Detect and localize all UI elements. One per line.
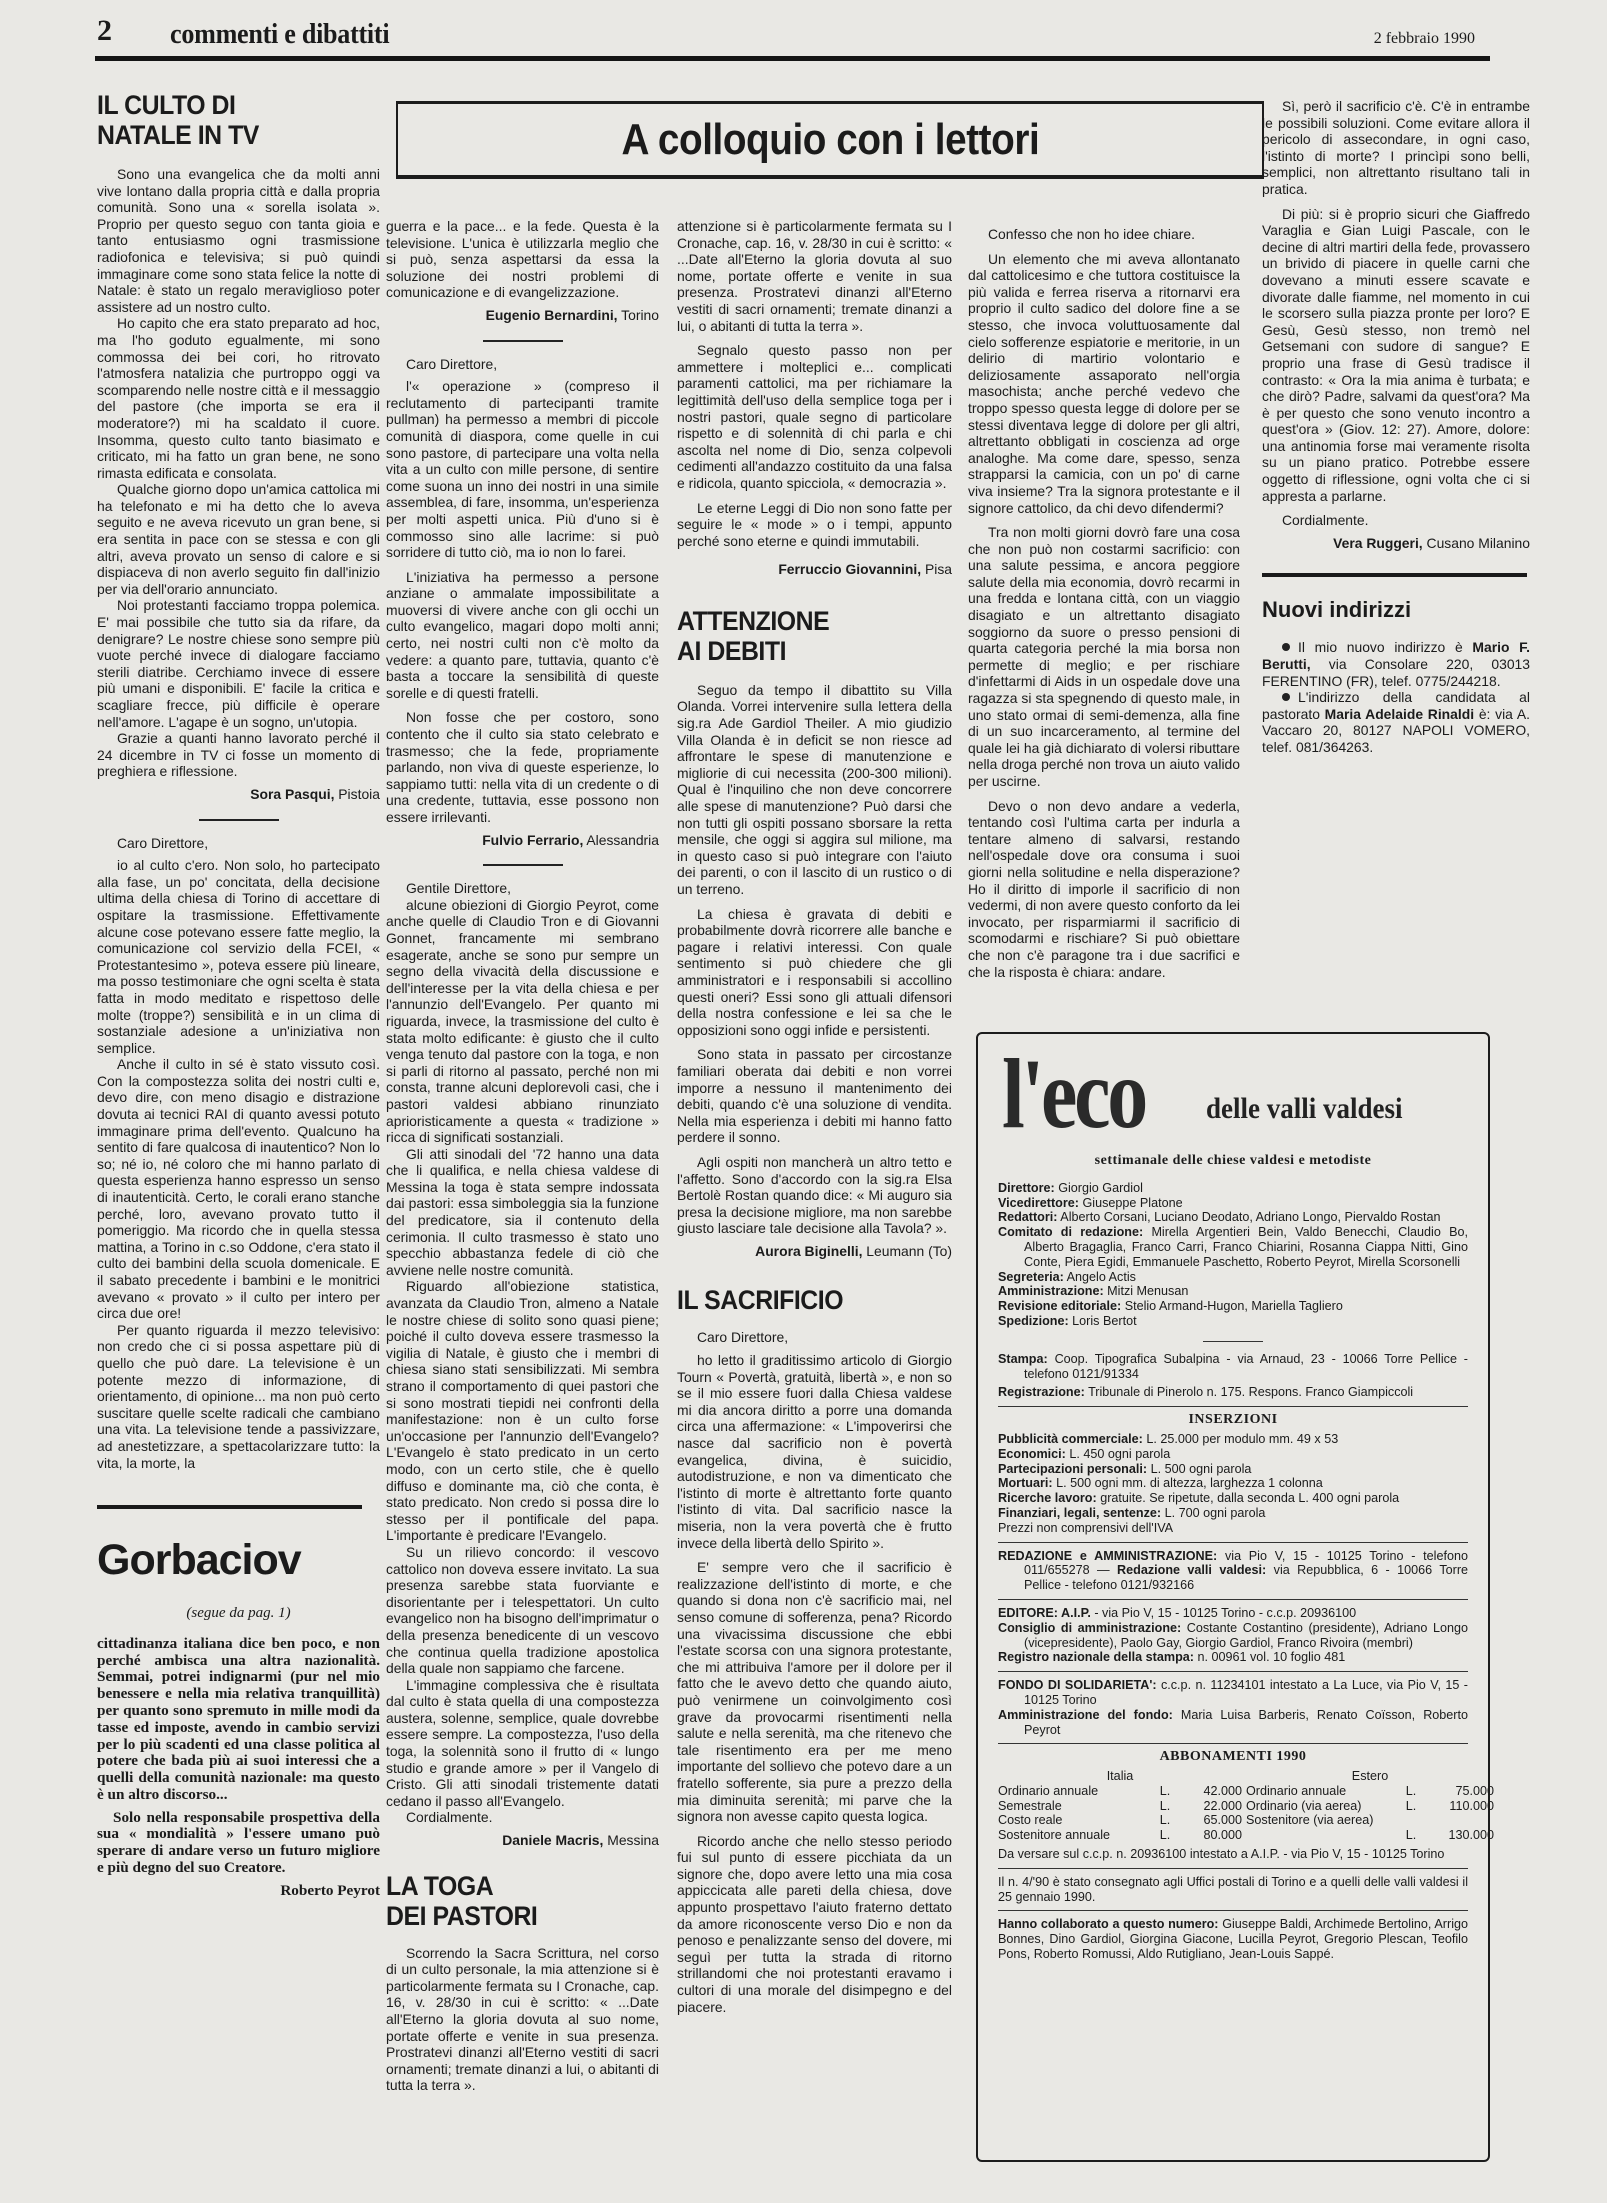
paragraph: Sono una evangelica che da molti anni vive lontano dalla propria città e dalla propria comunità. Sono una « sorella isolata ». Proprio per questo seguo con tanta gioia e tanto entusiasmo ogni trasmissione radiofonica e televisiva; si può quindi immaginare come sono stata felice la notte di Natale: è stato un regalo meraviglioso poter assistere ad un nostro culto. bbox=[97, 166, 380, 315]
credit-value: Mitzi Menusan bbox=[1107, 1284, 1189, 1299]
rate-row bbox=[998, 1476, 1468, 1491]
column-1 bbox=[97, 90, 380, 1904]
credit-value: Angelo Actis bbox=[1066, 1269, 1136, 1284]
rate-label: Ricerche lavoro: bbox=[998, 1491, 1097, 1506]
letter-macris bbox=[386, 880, 659, 1848]
rate-row bbox=[998, 1506, 1468, 1521]
paragraph: Le eterne Leggi di Dio non sono fatte per seguire le « mode » o i tempi, appunto perché sono eterne e quindi immutabili. bbox=[677, 499, 952, 549]
paragraph: E' sempre vero che il sacrificio è realizzazione dell'istinto di morte, e che quando si dona non c'è sacrificio mai, nel senso comune di sofferenza, pena? Ricordo una vivacissima discussione che ebbi l'estate scorsa con una signora protestante, che mi attribuiva l'amore per il dolore per il fatto che le avevo detto che quando aiuto, può venirmene un coinvolgimento così grave da provocarmi risentimenti nella salute e nella serenità, ma che ritenevo che tale risentimento era per me meno importante del sollievo che potevo dare a un fratello sofferente, sia pure a prezzo della mia diminuita serenità; mi parve che la signora non avesse capito questa logica. bbox=[677, 1559, 952, 1825]
credit-row bbox=[998, 1314, 1468, 1329]
credit-row bbox=[998, 1270, 1468, 1285]
section-title: commenti e dibattiti bbox=[170, 18, 390, 50]
column-2 bbox=[386, 218, 659, 2094]
paragraph: alcune obiezioni di Giorgio Peyrot, come anche quelle di Claudio Tron e di Giovanni Gonnet, francamente mi sembrano esagerate, anche se sono pur sempre un segno della vivacità della discussione e dell'interesse per la vita della chiesa e per l'annunzio dell'Evangelo. Per quanto mi riguarda, invece, la trasmissione del culto è stata molto edificante: è giusto che il culto venga tenuto dal pastore con la toga, e non si parli di ritorno al passato, perché non mi consta, tranne alcuni deplorevoli casi, che i pastori valdesi abbiano rinunziato aprioristicamente a questa « tradizione » ricca di significati sostanziali. bbox=[386, 896, 659, 1146]
closing: Cordialmente. bbox=[1282, 512, 1369, 529]
rate-note: Prezzi non comprensivi dell'IVA bbox=[998, 1520, 1174, 1535]
currency-label: L. bbox=[1405, 1783, 1417, 1798]
sub-name-italia: Sostenitore annuale bbox=[998, 1828, 1111, 1843]
column-4 bbox=[968, 218, 1240, 980]
separator-rule bbox=[199, 819, 279, 821]
credit-label: Spedizione: bbox=[998, 1313, 1069, 1328]
rate-label: Economici: bbox=[998, 1446, 1066, 1461]
credit-row bbox=[998, 1225, 1468, 1269]
sub-price-italia: 80.000 bbox=[1203, 1828, 1242, 1843]
currency-label: L. bbox=[1405, 1798, 1417, 1813]
rate-row bbox=[998, 1491, 1468, 1506]
address-item bbox=[1262, 689, 1530, 755]
credit-row bbox=[998, 1210, 1468, 1225]
signature bbox=[386, 832, 659, 849]
credit-label: Amministrazione del fondo: bbox=[998, 1707, 1173, 1722]
letter-pasqui bbox=[97, 166, 380, 803]
address-text: via Consolare 220, 03013 FERENTINO (FR), telef. 0775/244218. bbox=[1262, 656, 1530, 689]
rate-value: L. 500 ogni parola bbox=[1150, 1461, 1252, 1476]
rate-label: Pubblicità commerciale: bbox=[998, 1431, 1143, 1446]
currency-label: L. bbox=[1159, 1798, 1171, 1813]
rate-label: Finanziari, legali, sentenze: bbox=[998, 1505, 1162, 1520]
letter-bernardini bbox=[97, 835, 380, 1472]
redazione-value: via Repubblica, 6 - 10066 Torre Pellice - telefono 0121/932166 bbox=[1024, 1563, 1469, 1593]
paragraph: Per quanto riguarda il mezzo televisivo: non credo che ci si possa aspettare più di quello che può dare. La televisione è un potente mezzo di informazione, di orientamento, di opinione... ma non può certo suscitare quelle scelte radicali che cambiano una vita. La televisione tende a passivizzare, ad anestetizzare, a spettacolarizzare tutto: la vita, la morte, la bbox=[97, 1321, 380, 1471]
page-number: 2 bbox=[97, 14, 112, 47]
separator-rule bbox=[483, 340, 563, 342]
masthead-logo bbox=[998, 1038, 1468, 1149]
logo-sub: delle valli valdesi bbox=[1206, 1092, 1403, 1125]
signature-place: Leumann (To) bbox=[866, 1242, 952, 1259]
salutation: Caro Direttore, bbox=[697, 1329, 789, 1346]
headline-line: NATALE IN TV bbox=[97, 120, 259, 150]
paragraph: Un elemento che mi aveva allontanato dal cattolicesimo e che tuttora costituisce la più valida e ferrea riserva a ritornarvi era proprio il culto sadico del dolore fine a se stesso, che invoca voluttuosamente dal cielo sofferenze espiatorie e meritorie, in un delirio di martirio volontario e deliziosamente assaporato nell'orgia masochista; anche perché vedevo che troppo spesso questa legge di dolore per se stessi diventava legge di dolore per gli altri, altrettanto obbligati in coscienza ad orge analoghe. Ma come dare, spesso, senza strapparsi la camicia, con un po' di carne viva insieme? Tra la signora protestante e il signore cattolico, da chi devo difendermi? bbox=[968, 250, 1240, 516]
signature-place: Pisa bbox=[924, 561, 952, 578]
inserzioni-title: INSERZIONI bbox=[1188, 1412, 1278, 1428]
credit-value: Giorgio Gardiol bbox=[1058, 1180, 1143, 1195]
print-info bbox=[998, 1352, 1468, 1400]
paragraph: Noi protestanti facciamo troppa polemica. E' mai possibile che tutto sia da rifare, da denigrare? Le nostre chiese sono sempre più vuote perché invece di dialogare facciamo sterili diatribe. Cerchiamo invece di essere più umani e disponibili. E' facile la critica e scagliare frecce, più difficile è operare nell'amore. L'agape è un sogno, un'utopia. bbox=[97, 597, 380, 730]
credit-row bbox=[998, 1352, 1468, 1382]
sub-price-estero: 110.000 bbox=[1449, 1798, 1494, 1813]
rate-row bbox=[998, 1521, 1468, 1536]
separator-rule bbox=[998, 1599, 1468, 1600]
credit-label: Stampa: bbox=[998, 1351, 1048, 1366]
currency-label: L. bbox=[1159, 1813, 1171, 1828]
credit-value: n. 00961 vol. 10 foglio 481 bbox=[1197, 1650, 1346, 1665]
sub-price-estero: 75.000 bbox=[1455, 1783, 1494, 1798]
credit-label: EDITORE: A.I.P. bbox=[998, 1605, 1091, 1620]
column-5 bbox=[1262, 90, 1530, 756]
signature-place: Torino bbox=[621, 306, 659, 323]
salutation: Caro Direttore, bbox=[406, 355, 498, 372]
credit-label: Consiglio di amministrazione: bbox=[998, 1620, 1182, 1635]
redazione-info bbox=[998, 1549, 1468, 1593]
salutation: Gentile Direttore, bbox=[406, 880, 511, 897]
paragraph: Qualche giorno dopo un'amica cattolica mi ha telefonato e mi ha detto che lo aveva seguito e ne aveva ricevuto un gran bene, si era sentita in pace con se stessa e con gli altri, aveva provato un senso di calore e si dispiaceva di non averlo seguito fin dall'inizio per via dell'orario annunciato. bbox=[97, 481, 380, 597]
paragraph: Solo nella responsabile prospettiva della sua « mondialità » l'essere umano può sperare di andare verso un futuro migliore e più degno del suo Creatore. bbox=[97, 1808, 380, 1877]
rate-row bbox=[998, 1462, 1468, 1477]
gorbaciov-body bbox=[97, 1636, 380, 1900]
address-item bbox=[1262, 639, 1530, 689]
rate-value: L. 450 ogni parola bbox=[1069, 1446, 1171, 1461]
credit-value: Loris Bertot bbox=[1072, 1313, 1137, 1328]
sub-name-italia: Costo reale bbox=[998, 1813, 1063, 1828]
signature-place: Alessandria bbox=[586, 831, 659, 848]
paragraph: Su un rilievo concordo: il vescovo cattolico non doveva essere invitato. La sua presenza sarebbe stata fuorviante e disorientante per i telespettatori. Un culto evangelico non ha bisogno dell'imprimatur o della presenza benedicente di un vescovo che continua quella tradizione apostolica della quale non sappiamo che farcene. bbox=[386, 1543, 659, 1677]
separator-rule bbox=[998, 1671, 1468, 1672]
credit-value: Alberto Corsani, Luciano Deodato, Adriano Longo, Piervaldo Rostan bbox=[1060, 1210, 1441, 1225]
address-person: Mario F. Berutti, bbox=[1262, 639, 1530, 673]
paragraph: La chiesa è gravata di debiti e probabilmente dovrà ricorrere alle banche e pagare i relativi interessi. Con quale sentimento si può chiedere che gli amministratori e i responsabili si accollino questi oneri? Essi sono gli attuali difensori della nostra confessione e lei sa che le opposizioni sono oggi infide e persistenti. bbox=[677, 905, 952, 1038]
separator-rule bbox=[998, 1910, 1468, 1911]
sub-price-estero: 130.000 bbox=[1448, 1828, 1494, 1843]
credit-label: Revisione editoriale: bbox=[998, 1299, 1122, 1314]
separator-rule bbox=[998, 1542, 1468, 1543]
headline-line: ATTENZIONE bbox=[677, 605, 830, 636]
credit-value: Coop. Tipografica Subalpina - via Arnaud, 23 - 10066 Torre Pellice - telefono 0121/91334 bbox=[1024, 1351, 1469, 1381]
paragraph: l'« operazione » (compreso il reclutamento di partecipanti tramite pullman) ha permesso a membri di piccole comunità di diaspora, come quelle in cui sono pastore, di partecipare una volta nella vita a un culto con mille persone, di sentire come suona un inno dei nostri in una simile assemblea, di fare, insomma, un'esperienza per molti aspetti unica. Più d'uno si è commosso sino alle lacrime: si può sorridere di tutto ciò, ma io non lo farei. bbox=[386, 378, 659, 561]
address-person: Maria Adelaide Rinaldi bbox=[1324, 705, 1475, 722]
sub-name-italia: Semestrale bbox=[998, 1798, 1062, 1813]
header-rule bbox=[95, 56, 1490, 61]
collaborators bbox=[998, 1917, 1468, 1961]
paragraph: Non fosse che per costoro, sono contento che il culto sia stato celebrato e trasmesso; che la fede, propriamente parlando, non viva di queste esperienze, lo sappiamo tutti: nella vita di un credente o di una credente, tuttavia, esse possono non essere irrilevanti. bbox=[386, 709, 659, 825]
separator-thick-rule bbox=[97, 1505, 362, 1509]
italia-header: Italia bbox=[1106, 1769, 1134, 1784]
collaborators-label: Hanno collaborato a questo numero: bbox=[998, 1917, 1219, 1932]
credit-row bbox=[998, 1708, 1468, 1738]
article-headline-sacrificio: IL SACRIFICIO bbox=[677, 1285, 844, 1316]
signature bbox=[386, 307, 659, 324]
article-headline-debiti bbox=[677, 606, 930, 666]
credit-label: Direttore: bbox=[998, 1180, 1055, 1195]
paragraph: cittadinanza italiana dice ben poco, e non perché ambisca una altra nazionalità. Semmai, potrei indignarmi (pur nel mio benessere e nella mia relativa tranquillità) per quanto sono spremuto in mille modi da tasse ed imposte, avendo in cambio servizi per lo più scadenti ed una classe politica al potere che bada più ai suoi interessi che a quelli della comunità nazionale: ma questo è un altro discorso... bbox=[97, 1634, 380, 1803]
sub-name-italia: Ordinario annuale bbox=[998, 1783, 1099, 1798]
credit-row bbox=[998, 1621, 1468, 1651]
salutation: Caro Direttore, bbox=[117, 834, 209, 851]
signature-place: Pistoia bbox=[338, 785, 380, 802]
sub-name-estero: Sostenitore (via aerea) bbox=[1246, 1813, 1374, 1828]
paragraph: io al culto c'ero. Non solo, ho partecipato alla fase, un po' concitata, della decisione ultima della chiesa di Torino di accettare di ospitare la trasmissione. Effettivamente alcune cose potevano essere fatte meglio, la comunicazione col servizio della FCEI, « Protestantesimo », poteva essere più lineare, ma posso testimoniare che ogni scelta è stata fatta in modo meditato e rispettoso delle molte (troppe?) sensibilità e in un clima di sostanziale adesione a un'iniziativa non semplice. bbox=[97, 857, 380, 1056]
paragraph: Seguo da tempo il dibattito su Villa Olanda. Vorrei intervenire sulla lettera della sig.ra Ade Gardiol Theiler. A mio giudizio Villa Olanda è in deficit se non riesce ad affrontare le spese di manutenzione e migliorie di cui necessita (200-300 milioni). Qual è l'inquilino che non deve concorrere alle spese di manutenzione? Può darsi che non tutti gli ospiti possano sborsare la retta mensile, che oggi si aggira sul milione, ma in questo caso si può integrare con l'aiuto dei parenti, o con il lascito di un rustico o di un terreno. bbox=[677, 681, 952, 897]
logo-main: l'eco bbox=[1002, 1038, 1145, 1149]
signature-name: Fulvio Ferrario, bbox=[482, 831, 584, 848]
credit-label: Segreteria: bbox=[998, 1269, 1064, 1284]
editore-info bbox=[998, 1606, 1468, 1665]
payment-info: Da versare sul c.c.p. n. 20936100 intestato a A.I.P. - via Pio V, 15 - 10125 Torino bbox=[998, 1847, 1445, 1862]
masthead-box bbox=[976, 1032, 1494, 2162]
continued-from-note: (segue da pag. 1) bbox=[186, 1605, 291, 1622]
paragraph: Agli ospiti non mancherà un altro tetto e l'affetto. Sono d'accordo con la sig.ra Elsa Bertolè Rostan quando dice: « Mi auguro sia presa la decisione migliore, ma non sarebbe giusto lasciare tale decisione alla Tavola? ». bbox=[677, 1153, 952, 1237]
fondo-info bbox=[998, 1678, 1468, 1737]
headline-line: LA TOGA bbox=[386, 1870, 494, 1901]
section-banner bbox=[396, 101, 1264, 179]
credit-value: Costante Costantino (presidente), Adriano Longo (vicepresidente), Paolo Gay, Giorgio Gardiol, Franco Rivoira (membri) bbox=[1024, 1620, 1468, 1650]
bullet-icon bbox=[1282, 693, 1290, 701]
rate-value: L. 700 ogni parola bbox=[1164, 1505, 1266, 1520]
separator-rule bbox=[1203, 1341, 1263, 1342]
issue-date: 2 febbraio 1990 bbox=[1373, 30, 1475, 47]
sub-name-estero: Ordinario annuale bbox=[1246, 1783, 1347, 1798]
sub-price-italia: 65.000 bbox=[1203, 1813, 1242, 1828]
rate-value: L. 25.000 per modulo mm. 49 x 53 bbox=[1146, 1431, 1339, 1446]
credit-row bbox=[998, 1181, 1468, 1196]
rate-value: gratuite. Se ripetute, dalla seconda L. 400 ogni parola bbox=[1100, 1491, 1400, 1506]
rate-row bbox=[998, 1432, 1468, 1447]
separator-rule bbox=[483, 864, 563, 866]
signature-name: Sora Pasqui, bbox=[250, 785, 335, 802]
credit-value: Tribunale di Pinerolo n. 175. Respons. Franco Giampiccoli bbox=[1088, 1385, 1414, 1400]
currency-label: L. bbox=[1405, 1828, 1417, 1843]
paragraph: Riguardo all'obiezione statistica, avanzata da Claudio Tron, almeno a Natale le nostre chiese di solito sono quasi piene; poiché il culto doveva essere trasmesso la vigilia di Natale, è giusto che i membri di chiesa siano stati sensibilizzati. Mi sembra strano il comportamento di quei pastori che si sono mostrati tiepidi nei confronti della manifestazione: non è un culto forse un'occasione per l'annunzio dell'Evangelo? L'Evangelo è stato predicato in un certo modo, con un certo stile, che è quello diffuso e dominante ma, ciò che conta, è stato predicato. Non credo si possa dire lo stesso per il pontificale del papa. L'importante è predicare l'Evangelo. bbox=[386, 1278, 659, 1544]
signature-place: Cusano Milanino bbox=[1426, 534, 1530, 551]
paragraph: Segnalo questo passo non per ammettere i molteplici e... complicati paramenti cattolici, ma per richiamare la legittimità dell'uso della semplice toga per i nostri pastori, quale segno di particolare rispetto e di solennità di chi parla e chi ascolta nel nome di Dio, senza colpevoli cedimenti all'andazzo costituito da una falsa e ridicola, quanto spicciola, « democrazia ». bbox=[677, 342, 952, 491]
headline-line: AI DEBITI bbox=[677, 635, 787, 666]
credit-row bbox=[998, 1284, 1468, 1299]
redazione-label: REDAZIONE e AMMINISTRAZIONE: bbox=[998, 1548, 1218, 1563]
signature bbox=[677, 561, 952, 578]
credit-value: Stelio Armand-Hugon, Mariella Tagliero bbox=[1124, 1299, 1343, 1314]
signature-name: Roberto Peyrot bbox=[280, 1881, 380, 1899]
paragraph: Sono stata in passato per circostanze familiari oberata dai debiti e non vorrei imporre a nessuno il mantenimento dei debiti, quando c'è una soluzione di vendita. Nella mia esperienza i debiti mi hanno fatto perdere il sonno. bbox=[677, 1046, 952, 1146]
closing: Cordialmente. bbox=[406, 1809, 493, 1826]
headline-line: DEI PASTORI bbox=[386, 1900, 538, 1931]
article-headline-nuovi-indirizzi: Nuovi indirizzi bbox=[1262, 597, 1412, 623]
article-headline-culto bbox=[97, 90, 357, 150]
banner-title: A colloquio con i lettori bbox=[621, 114, 1039, 164]
signature bbox=[1262, 535, 1530, 552]
paragraph: Ricordo anche che nello stesso periodo fui sul punto di essere picchiata da un signore che, dopo avere letto una mia cosa appiccicata alle pareti della chiesa, dove appunto prospettavo l'aiuto fraterno dettato da amore riconoscente verso Dio e non da penoso e penalizzante senso del dovere, mi seguì per tutta la strada di ritorno strillandomi che noi protestanti eravamo i cultori di una morale del disimpegno e del piacere. bbox=[677, 1832, 952, 2015]
paragraph: Devo o non devo andare a vederla, tentando così l'ultima carta per indurla a tentare almeno di salvarsi, restando nell'ospedale dove ora consuma i suoi giorni nella solitudine e nella disperazione? Ho il diritto di imporle il sacrificio di non vedermi, di non avere questo conforto da lei invocato, per risparmiarmi il sacrificio di scomodarmi e rischiare? Si può obiettare che non c'è paragone tra i due sacrifici e che la risposta è chiara: andare. bbox=[968, 797, 1240, 980]
headline-line: IL CULTO DI bbox=[97, 90, 236, 120]
credit-value: Maria Luisa Barberis, Renato Coïsson, Roberto Peyrot bbox=[1024, 1707, 1468, 1737]
credit-row bbox=[998, 1385, 1468, 1400]
signature bbox=[677, 1243, 952, 1260]
abbonamenti-title: ABBONAMENTI 1990 bbox=[1159, 1749, 1307, 1765]
sub-price-estero bbox=[1430, 1813, 1494, 1828]
separator-thick-rule bbox=[1262, 573, 1527, 577]
credit-row bbox=[998, 1196, 1468, 1211]
credits-list bbox=[998, 1181, 1468, 1329]
paragraph: L'iniziativa ha permesso a persone anziane o ammalate impossibilitate a muoversi di vivere anche con gli occhi un culto evangelico, magari dopo molti anni; certo, nei nostri culti non c'è molto da vedere: a quanto pare, tuttavia, quanto c'è basta a toccare la sensibilità di queste sorelle e di questi fratelli. bbox=[386, 568, 659, 701]
rate-value: L. 500 ogni mm. di altezza, larghezza 1 colonna bbox=[1056, 1476, 1323, 1491]
bullet-icon bbox=[1282, 643, 1290, 651]
address-text: è: via A. Vaccaro 20, 80127 NAPOLI VOMERO, telef. 081/364263. bbox=[1262, 705, 1530, 755]
paragraph: Di più: si è proprio sicuri che Giaffredo Varaglia e Gian Luigi Pascale, con le decine di altri martiri della fede, provassero un brivido di piacere in quelle carni che dovevano a minuti essere scavate e divorate dalle fiamme, nel momento in cui le scorsero sulla piazza pronte per loro? E Gesù, Gesù stesso, non tremò nel Getsemani con sudore di sangue? E proprio una frase di Gesù tradisce il contrasto: « Ora la mia anima è turbata; e che dirò? Padre, salvami da quest'ora? Ma è per questo che sono venuto incontro a quest'ora » (Giov. 12: 27). Amore, dolore: una antinomia forse mai veramente risolta su un piano pratico. Potrebbe essere oggetto di riflessione, ogni volta che ci si appresta a parlarne. bbox=[1262, 205, 1530, 504]
signature-name: Ferruccio Giovannini, bbox=[778, 561, 922, 578]
paragraph: ho letto il graditissimo articolo di Giorgio Tourn « Povertà, gratuità, libertà », e non so se il mio essere fuori dalla Chiesa valdese mi dia ancora diritto a porre una domanda circa una affermazione: « L'impoverirsi che nasce dal sacrificio non è povertà evangelica, divina, è suicidio, autodistruzione, e non va dimenticato che l'istinto di morte è altrettanto forte quanto l'istinto di vita. Dal sacrificio nasce la miseria, non la vera povertà che è frutto invece della libertà dello Spirito ». bbox=[677, 1352, 952, 1551]
credit-label: Vicedirettore: bbox=[998, 1195, 1079, 1210]
delivery-note: Il n. 4/'90 è stato consegnato agli Uffici postali di Torino e a quelli delle valli valdesi il 25 gennaio 1990. bbox=[998, 1874, 1468, 1904]
column-3 bbox=[677, 218, 952, 2015]
address-text: Il mio nuovo indirizzo è bbox=[1298, 639, 1473, 656]
sub-price-italia: 42.000 bbox=[1203, 1783, 1242, 1798]
signature-name: Daniele Macris, bbox=[502, 1832, 604, 1849]
credit-label: Amministrazione: bbox=[998, 1284, 1104, 1299]
article-headline-toga bbox=[386, 1871, 637, 1931]
rate-label: Mortuari: bbox=[998, 1476, 1053, 1491]
credit-label: Comitato di redazione: bbox=[998, 1225, 1144, 1240]
signature-name: Aurora Biginelli, bbox=[755, 1242, 863, 1259]
masthead-tagline: settimanale delle chiese valdesi e metodiste bbox=[1094, 1153, 1372, 1168]
paragraph: Sì, però il sacrificio c'è. C'è in entrambe le possibili soluzioni. Come evitare allora il pericolo di assecondare, in ogni caso, l'istinto di morte? I princìpi sono belli, semplici, non altrettanto risultano tali in pratica. bbox=[1262, 98, 1530, 197]
credit-label: FONDO DI SOLIDARIETA': bbox=[998, 1678, 1157, 1693]
sub-price-italia: 22.000 bbox=[1203, 1798, 1242, 1813]
credit-label: Registro nazionale della stampa: bbox=[998, 1650, 1194, 1665]
signature-name: Vera Ruggeri, bbox=[1333, 534, 1423, 551]
rate-label: Partecipazioni personali: bbox=[998, 1461, 1148, 1476]
paragraph: L'immagine complessiva che è risultata dal culto è stata quella di una compostezza austera, solenne, semplice, quale dovrebbe essere sempre. La compostezza, l'uso della toga, la solennità sono il frutto di « lungo studio e grande amore » per il Vangelo di Cristo. Gli atti sinodali tristemente datati cedano il passo all'Evangelo. bbox=[386, 1676, 659, 1809]
credit-label: Registrazione: bbox=[998, 1385, 1085, 1400]
paragraph: Ho capito che era stato preparato ad hoc, ma l'ho goduto egualmente, mi sono commossa dei bei cori, ho ritrovato l'atmosfera natalizia che purtroppo oggi va scomparendo nelle nostre città e il messaggio del pastore (che importa se era il moderatore?) mi ha scaldato il cuore. Insomma, questo culto tanto biasimato e criticato, mi ha fatto un gran bene, ne sono rimasta edificata e consolata. bbox=[97, 315, 380, 481]
credit-value: Giuseppe Platone bbox=[1082, 1195, 1183, 1210]
credit-value: Mirella Argentieri Bein, Valdo Benecchi, Claudio Bo, Alberto Bragaglia, Franco Carri, Franco Chiarini, Rosanna Ciappa Nitti, Gino Conte, Piera Egidi, Emmanuele Paschetto, Roberto Peyrot, Mirella Scorsonelli bbox=[1024, 1225, 1468, 1269]
paragraph: Grazie a quanti hanno lavorato perché il 24 dicembre in TV ci fosse un momento di preghiera e riflessione. bbox=[97, 730, 380, 780]
currency-label: L. bbox=[1159, 1783, 1171, 1798]
paragraph-continuation: guerra e la pace... e la fede. Questa è la televisione. L'unica è utilizzarla meglio che si può, senza aspettarsi da essa la soluzione dei nostri problemi di comunicazione e di evangelizzazione. bbox=[386, 218, 659, 301]
signature bbox=[97, 786, 380, 803]
paragraph: Confesso che non ho idee chiare. bbox=[988, 226, 1195, 242]
paragraph: Tra non molti giorni dovrò fare una cosa che non può non costarmi sacrificio: con una salute pessima, e ancora peggiore salute della mia economia, dovrò recarmi in una fredda e lontana città, con un viaggio disagiato e un altrettanto disagiato soggiorno da suore o presso pensioni di quarta categoria perché la mia borsa non permette di meglio; e per rischiare d'infettarmi di Aids in un ospedale dove una ragazza si sta spegnendo di questo male, in uno stato ormai di semi-demenza, alla fine di un suo incarceramento, al termine del quale lei ha già dichiarato di volersi ributtare nella droga perché non trova un aiuto valido per uscirne. bbox=[968, 524, 1240, 789]
estero-header: Estero bbox=[1351, 1769, 1389, 1784]
credit-row bbox=[998, 1650, 1468, 1665]
rate-row bbox=[998, 1447, 1468, 1462]
redazione-value: via Pio V, 15 - 10125 Torino - telefono 011/655278 — bbox=[1024, 1548, 1468, 1578]
article-headline-gorbaciov: Gorbaciov bbox=[97, 1536, 301, 1585]
credit-row bbox=[998, 1606, 1468, 1621]
separator-rule bbox=[998, 1743, 1468, 1744]
credit-value: c.c.p. n. 11234101 intestato a La Luce, via Pio V, 15 - 10125 Torino bbox=[1024, 1678, 1469, 1707]
separator-rule bbox=[998, 1406, 1468, 1407]
paragraph-continuation: attenzione si è particolarmente fermata su I Cronache, cap. 16, v. 28/30 in cui è scritto: « ...Date all'Eterno la gloria dovuta al suo nome, portate offerte e venite in sua presenza. Prostratevi dinanzi all'Eterno vestiti di sacri ornamenti; tremate dinanzi a lui, o abitanti di tutta la terra ». bbox=[677, 218, 952, 334]
sub-name-estero: Ordinario (via aerea) bbox=[1246, 1798, 1362, 1813]
paragraph: Scorrendo la Sacra Scrittura, nel corso di un culto personale, la mia attenzione si è particolarmente fermata su I Cronache, cap. 16, v. 28/30 in cui è scritto: « ...Date all'Eterno la gloria dovuta al suo nome, portate offerte e venite in sua presenza. Prostratevi dinanzi all'Eterno vestiti di sacri ornamenti; tremate dinanzi a lui, o abitanti di tutta la terra ». bbox=[386, 1944, 659, 2094]
address-text: L'indirizzo della candidata al pastorato bbox=[1262, 689, 1530, 722]
collaborators-list: Giuseppe Baldi, Archimede Bertolino, Arrigo Bonnes, Dino Gardiol, Giorgina Giacone, Lucilla Peyrot, Gregorio Plescan, Teofilo Pons, Roberto Romussi, Aldo Rutigliano, Jean-Louis Sappé. bbox=[998, 1917, 1468, 1962]
paragraph: Gli atti sinodali del '72 hanno una data che li qualifica, e nella chiesa valdese di Messina la toga è stata sempre indossata dai pastori: essa simboleggia sia la funzione del predicatore, sia il contenuto della cerimonia. Il culto trasmesso è stato uno specchio abbastanza fedele di ciò che avviene nelle nostre comunità. bbox=[386, 1145, 659, 1278]
letter-ferrario bbox=[386, 356, 659, 849]
credit-value: - via Pio V, 15 - 10125 Torino - c.c.p. 20936100 bbox=[1094, 1605, 1357, 1620]
signature-name: Eugenio Bernardini, bbox=[485, 306, 618, 323]
currency-label: L. bbox=[1159, 1828, 1171, 1843]
redazione-label: Redazione valli valdesi: bbox=[1117, 1563, 1267, 1578]
separator-rule bbox=[998, 1868, 1468, 1869]
sub-name-estero bbox=[1246, 1828, 1392, 1843]
credit-row bbox=[998, 1678, 1468, 1708]
paragraph: Anche il culto in sé è stato vissuto così. Con la compostezza solita dei nostri culti e, devo dire, con meno disagio e distrazione dovuta ai tecnici RAI di quanto avessi potuto immaginare prima dell'evento. Qualcuno ha sentito di fare qualcosa di inautentico? Non lo so; né io, né coloro che mi hanno parlato di questa esperienza hanno espresso un senso di inautenticità. Certo, le corali erano stanche perché, loro, avevano provato tutto il pomeriggio. Ma ricordo che in quella stessa mattina, a Torino in c.so Oddone, c'era stato il culto dei bambini della scuola domenicale. E il sabato precedente i bambini e le monitrici avevano « provato » il culto per intero per circa due ore! bbox=[97, 1056, 380, 1322]
abbonamenti-table bbox=[998, 1769, 1494, 1843]
credit-label: Redattori: bbox=[998, 1210, 1058, 1225]
credit-row bbox=[998, 1299, 1468, 1314]
currency-label bbox=[1396, 1813, 1426, 1828]
inserzioni-list bbox=[998, 1432, 1468, 1536]
signature-place: Messina bbox=[607, 1832, 659, 1849]
signature bbox=[386, 1832, 659, 1849]
